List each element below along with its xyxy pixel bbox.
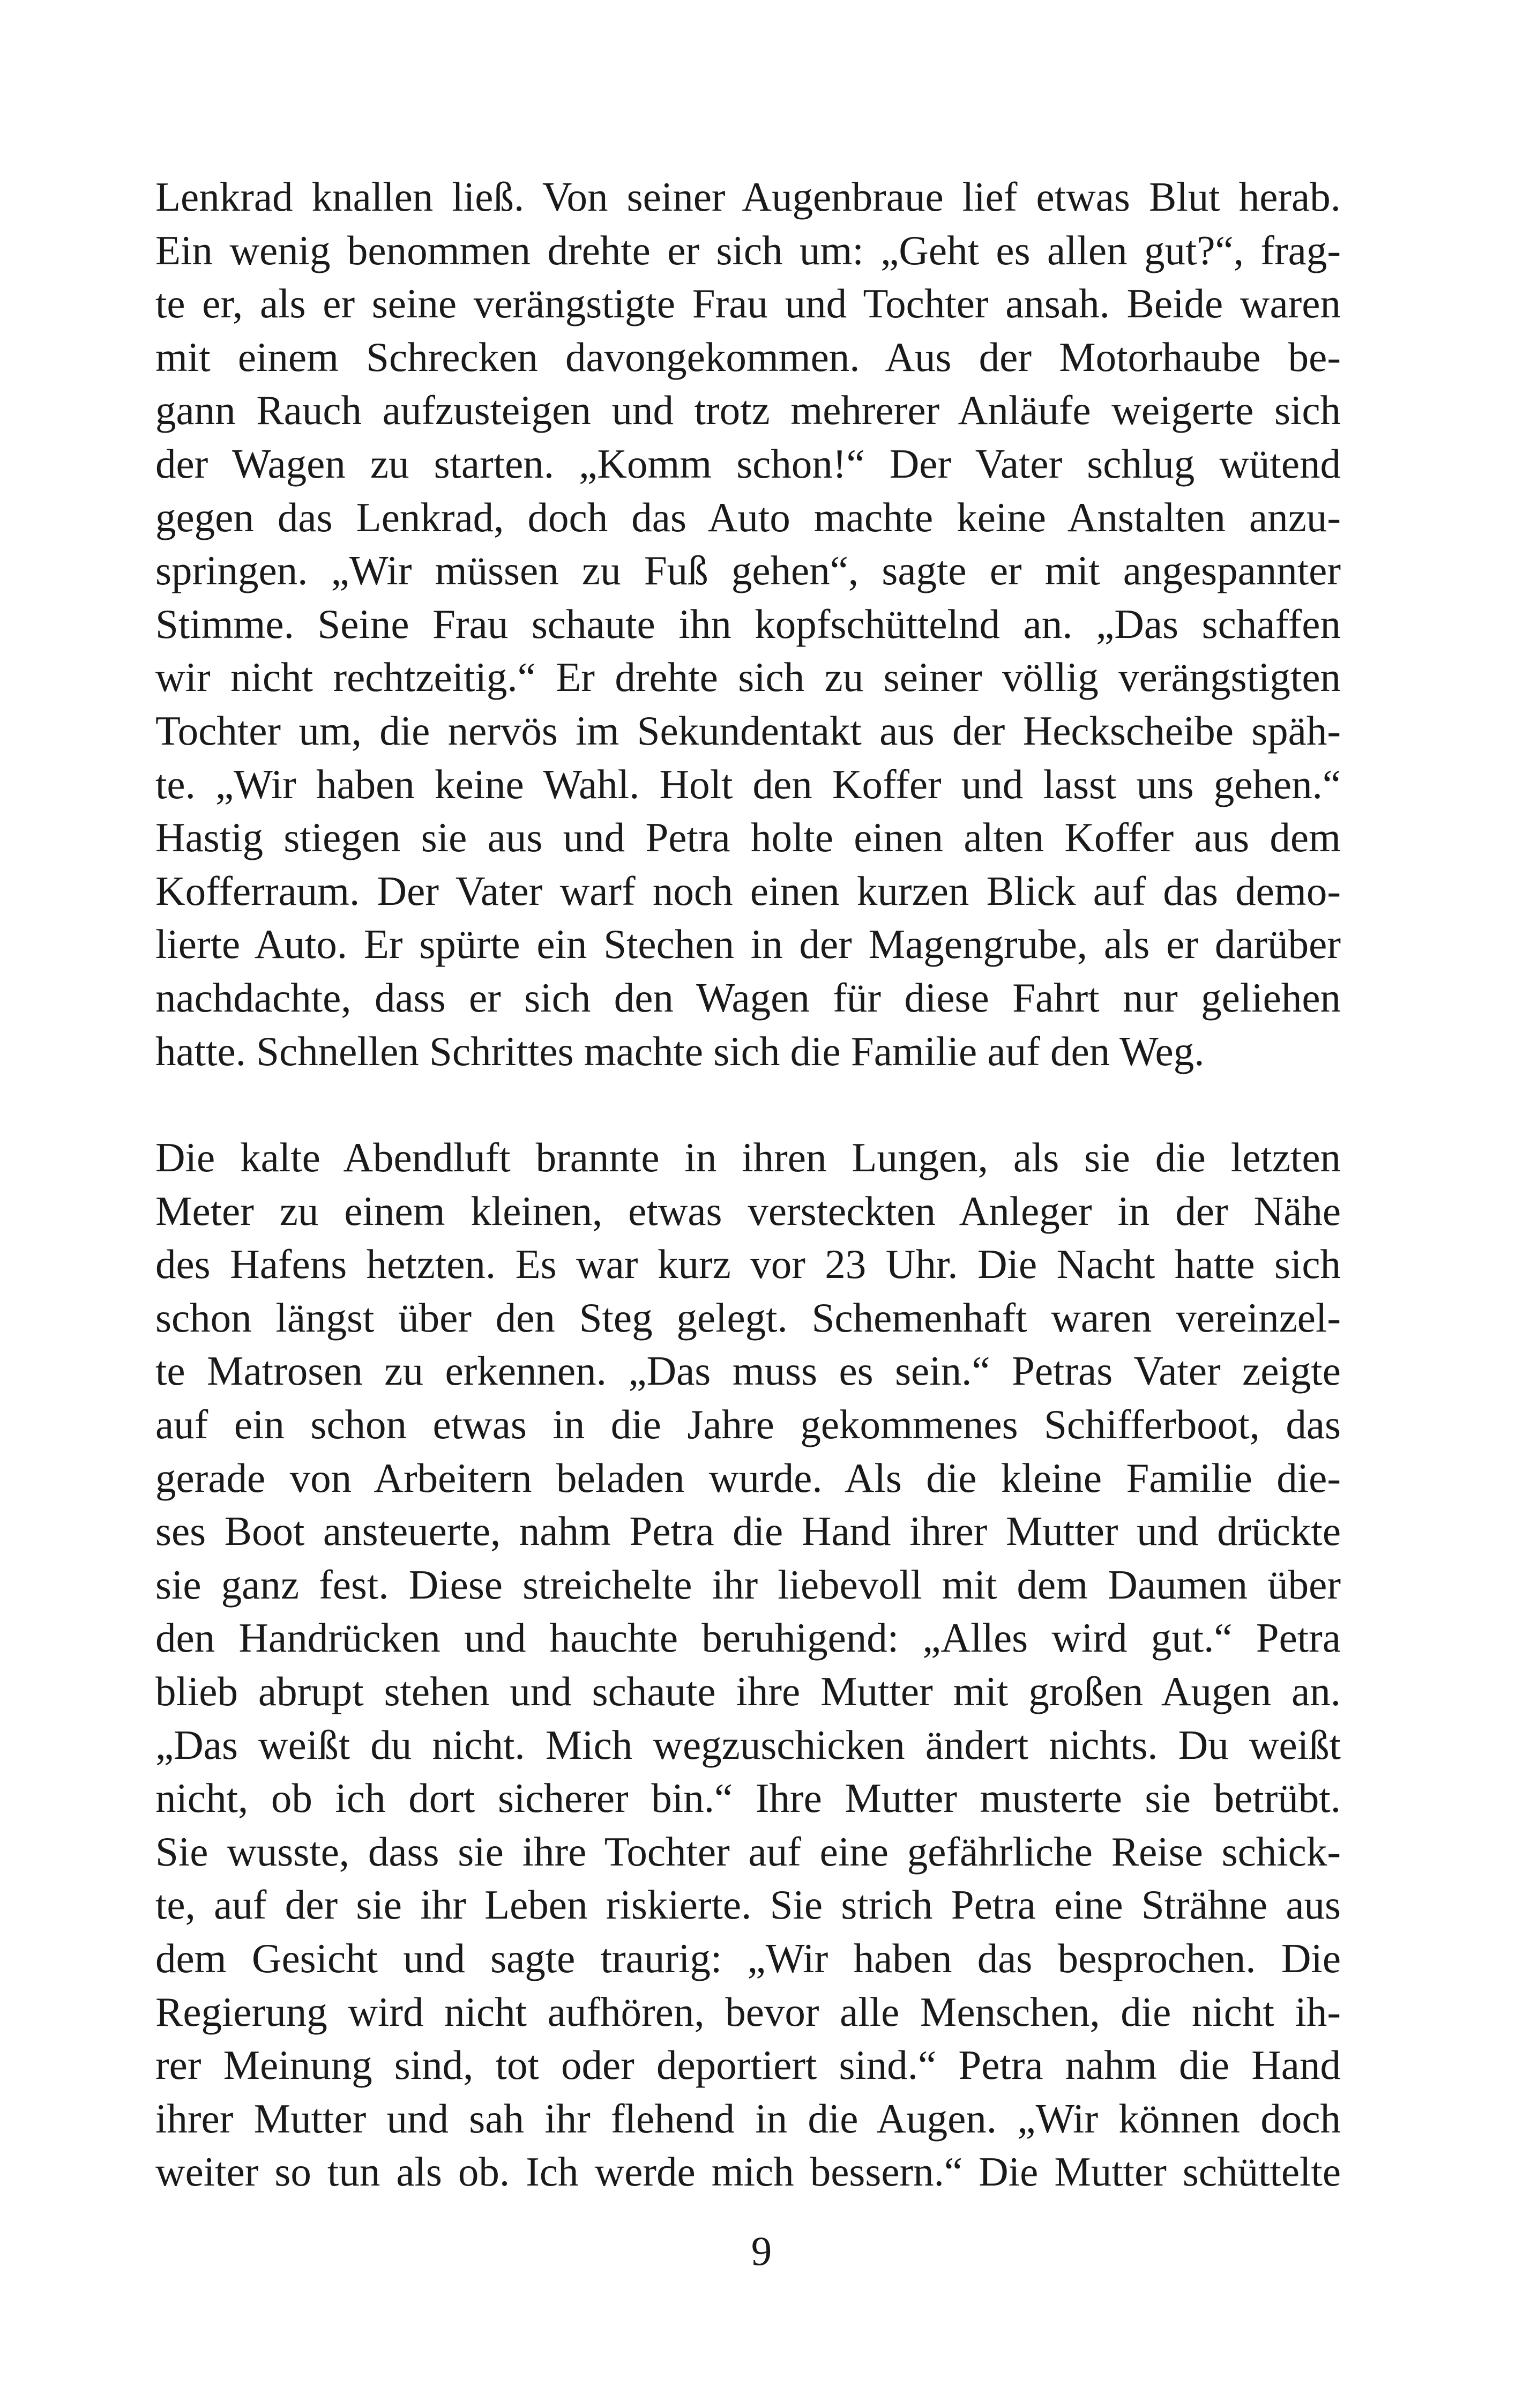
text-line: schon längst über den Steg gelegt. Schemenhaft waren vereinzel- [155, 1294, 1341, 1341]
paragraph-1 [155, 170, 1341, 1078]
text-line: der Wagen zu starten. „Komm schon!“ Der Vater schlug wütend [155, 440, 1341, 487]
text-line: blieb abrupt stehen und schaute ihre Mutter mit großen Augen an. [155, 1668, 1341, 1715]
paragraph-2 [155, 1131, 1341, 2199]
text-line: gann Rauch aufzusteigen und trotz mehrerer Anläufe weigerte sich [155, 387, 1341, 434]
text-line: Sie wusste, dass sie ihre Tochter auf eine gefährliche Reise schick- [155, 1828, 1341, 1875]
text-line: gegen das Lenkrad, doch das Auto machte keine Anstalten anzu- [155, 494, 1341, 540]
text-line: Tochter um, die nervös im Sekundentakt aus der Heckscheibe späh- [155, 707, 1341, 754]
text-line: Lenkrad knallen ließ. Von seiner Augenbraue lief etwas Blut herab. [155, 174, 1341, 220]
text-line: hatte. Schnellen Schrittes machte sich die Familie auf den Weg. [155, 1028, 1205, 1074]
text-line: Regierung wird nicht aufhören, bevor alle Menschen, die nicht ih- [155, 1988, 1341, 2035]
text-line: nachdachte, dass er sich den Wagen für diese Fahrt nur geliehen [155, 974, 1341, 1021]
text-line: auf ein schon etwas in die Jahre gekommenes Schifferboot, das [155, 1401, 1341, 1448]
text-line: mit einem Schrecken davongekommen. Aus der Motorhaube be- [155, 333, 1341, 380]
text-line: nicht, ob ich dort sicherer bin.“ Ihre Mutter musterte sie betrübt. [155, 1775, 1341, 1822]
text-line: Meter zu einem kleinen, etwas versteckten Anleger in der Nähe [155, 1187, 1341, 1234]
text-line: te. „Wir haben keine Wahl. Holt den Koffer und lasst uns gehen.“ [155, 761, 1341, 807]
text-line: Hastig stiegen sie aus und Petra holte einen alten Koffer aus dem [155, 814, 1341, 861]
text-line: Die kalte Abendluft brannte in ihren Lungen, als sie die letzten [155, 1134, 1341, 1181]
text-line: rer Meinung sind, tot oder deportiert sind.“ Petra nahm die Hand [155, 2042, 1341, 2089]
text-line: gerade von Arbeitern beladen wurde. Als die kleine Familie die- [155, 1454, 1341, 1501]
text-line: wir nicht rechtzeitig.“ Er drehte sich zu seiner völlig verängstigten [155, 654, 1341, 701]
text-line: te Matrosen zu erkennen. „Das muss es sein.“ Petras Vater zeigte [155, 1348, 1341, 1394]
text-line: ses Boot ansteuerte, nahm Petra die Hand ihrer Mutter und drückte [155, 1508, 1341, 1555]
text-line: des Hafens hetzten. Es war kurz vor 23 Uhr. Die Nacht hatte sich [155, 1241, 1341, 1288]
text-line: lierte Auto. Er spürte ein Stechen in der Magengrube, als er darüber [155, 921, 1341, 968]
text-line: Ein wenig benommen drehte er sich um: „Geht es allen gut?“, frag- [155, 227, 1341, 273]
text-line: springen. „Wir müssen zu Fuß gehen“, sagte er mit angespannter [155, 547, 1341, 594]
text-line: den Handrücken und hauchte beruhigend: „Alles wird gut.“ Petra [155, 1615, 1341, 1661]
paragraph-spacer [155, 1078, 1341, 1131]
text-line: „Das weißt du nicht. Mich wegzuschicken ändert nichts. Du weißt [155, 1721, 1341, 1768]
text-line: ihrer Mutter und sah ihr flehend in die Augen. „Wir können doch [155, 2095, 1341, 2142]
text-line: sie ganz fest. Diese streichelte ihr liebevoll mit dem Daumen über [155, 1561, 1341, 1608]
text-line: weiter so tun als ob. Ich werde mich bessern.“ Die Mutter schüttelte [155, 2149, 1341, 2195]
text-line: Kofferraum. Der Vater warf noch einen kurzen Blick auf das demo- [155, 867, 1341, 914]
text-line: te er, als er seine verängstigte Frau und Tochter ansah. Beide waren [155, 280, 1341, 327]
text-line: dem Gesicht und sagte traurig: „Wir haben das besprochen. Die [155, 1935, 1341, 1981]
text-line: Stimme. Seine Frau schaute ihn kopfschüttelnd an. „Das schaffen [155, 600, 1341, 647]
text-line: te, auf der sie ihr Leben riskierte. Sie strich Petra eine Strähne aus [155, 1882, 1341, 1928]
page-number: 9 [751, 2228, 772, 2274]
page-body [155, 170, 1341, 2199]
